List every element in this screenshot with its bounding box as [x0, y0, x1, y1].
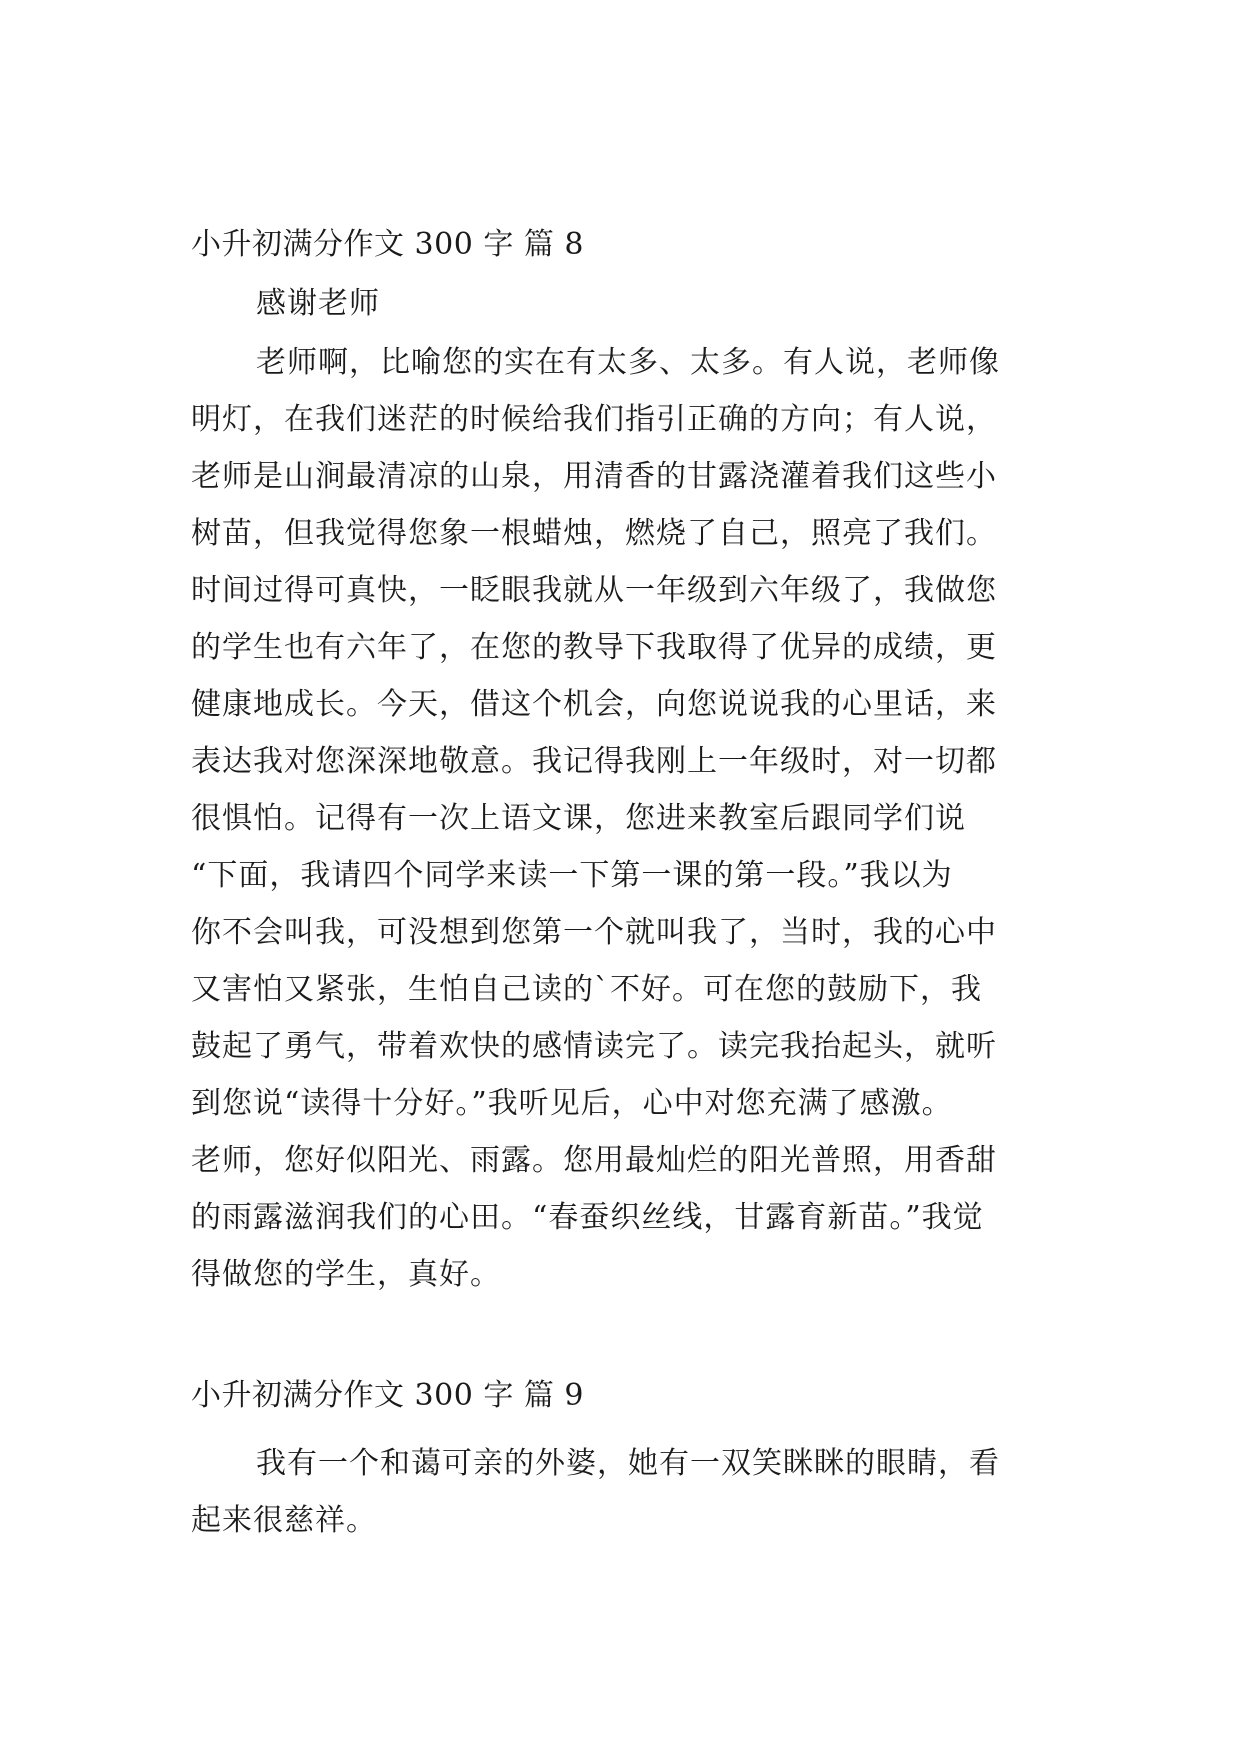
paragraph-line: 明灯，在我们迷茫的时候给我们指引正确的方向；有人说， — [191, 402, 997, 437]
paragraph-line: 我有一个和蔼可亲的外婆，她有一双笑眯眯的眼睛，看 — [256, 1446, 1000, 1481]
section-heading-8: 小升初满分作文 300 字 篇 8 — [191, 227, 584, 262]
paragraph-line: 起来很慈祥。 — [191, 1503, 377, 1538]
paragraph-line: 表达我对您深深地敬意。我记得我刚上一年级时，对一切都 — [191, 744, 997, 779]
paragraph-line: 老师啊，比喻您的实在有太多、太多。有人说，老师像 — [256, 345, 1000, 380]
essay-title: 感谢老师 — [256, 286, 380, 321]
paragraph-line: 鼓起了勇气，带着欢快的感情读完了。读完我抬起头，就听 — [191, 1029, 997, 1064]
paragraph-line: 时间过得可真快，一眨眼我就从一年级到六年级了，我做您 — [191, 573, 997, 608]
paragraph-line: 又害怕又紧张，生怕自己读的`不好。可在您的鼓励下，我 — [191, 972, 982, 1007]
paragraph-line: “下面，我请四个同学来读一下第一课的第一段。”我以为 — [191, 858, 953, 893]
paragraph-line: 的雨露滋润我们的心田。“春蚕织丝线，甘露育新苗。”我觉 — [191, 1200, 984, 1235]
section-heading-9: 小升初满分作文 300 字 篇 9 — [191, 1378, 584, 1413]
paragraph-line: 很惧怕。记得有一次上语文课，您进来教室后跟同学们说 — [191, 801, 966, 836]
paragraph-line: 老师是山涧最清凉的山泉，用清香的甘露浇灌着我们这些小 — [191, 459, 997, 494]
paragraph-line: 你不会叫我，可没想到您第一个就叫我了，当时，我的心中 — [191, 915, 997, 950]
paragraph-line: 老师，您好似阳光、雨露。您用最灿烂的阳光普照，用香甜 — [191, 1143, 997, 1178]
paragraph-line: 健康地成长。今天，借这个机会，向您说说我的心里话，来 — [191, 687, 997, 722]
paragraph-line: 树苗，但我觉得您象一根蜡烛，燃烧了自己，照亮了我们。 — [191, 516, 997, 551]
paragraph-line: 的学生也有六年了，在您的教导下我取得了优异的成绩，更 — [191, 630, 997, 665]
paragraph-line: 得做您的学生，真好。 — [191, 1257, 501, 1292]
paragraph-line: 到您说“读得十分好。”我听见后，心中对您充满了感激。 — [191, 1086, 953, 1121]
